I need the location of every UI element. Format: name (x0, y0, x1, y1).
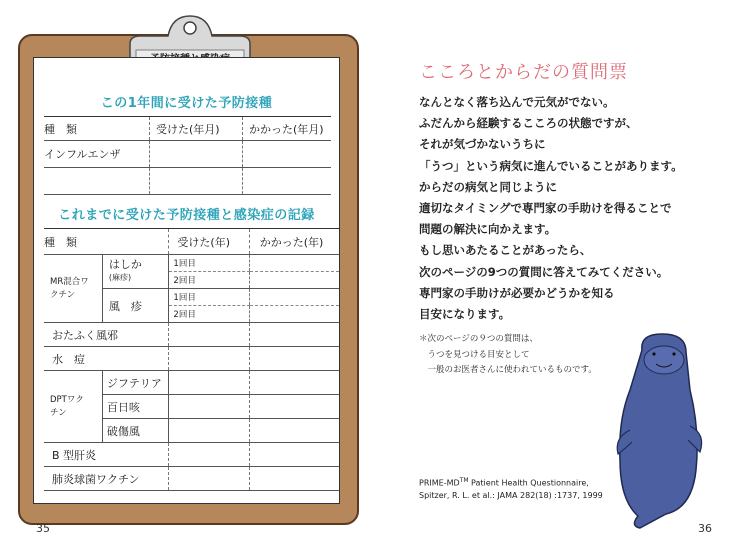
note-line: 一般のお医者さんに使われているものです。 (419, 365, 597, 375)
page-number-right: 36 (698, 522, 712, 535)
note-line: うつを見つける目安として (419, 349, 530, 360)
input-cell[interactable] (249, 306, 339, 323)
body-line: 目安になります。 (419, 307, 511, 322)
body-line: それが気づかないうちに (419, 137, 546, 152)
right-page (375, 0, 750, 553)
input-cell[interactable] (150, 141, 243, 168)
diphtheria-label: ジフテリア (106, 376, 162, 390)
body-line: 適切なタイミングで専門家の手助けを得ることで (419, 201, 672, 216)
recent-vaccine-table (44, 116, 331, 195)
input-cell[interactable] (169, 419, 249, 443)
note-line: ＊次のページの９つの質問は、 (419, 334, 538, 344)
body-line: 「うつ」という病気に進んでいることがあります。 (419, 158, 683, 173)
body-line: なんとなく落ち込んで元気がでない。 (419, 95, 615, 109)
input-cell[interactable] (169, 347, 249, 371)
citation-suffix: Patient Health Questionnaire, (468, 478, 589, 488)
header-infected: かかった(年月) (249, 122, 324, 136)
body-line: 専門家の手助けが必要かどうかを知る (419, 285, 615, 300)
citation-line2: Spitzer, R. L. et al.: JAMA 282(18) :1737, 1999 (419, 490, 603, 500)
manatee-illustration (600, 330, 720, 530)
body-line: 次のページの9つの質問に答えてみてください。 (419, 264, 669, 279)
input-cell[interactable] (169, 323, 249, 347)
measles-sub-label: (麻疹) (108, 273, 132, 282)
page-title: こころとからだの質問票 (419, 62, 628, 83)
input-cell[interactable] (249, 419, 339, 443)
section2-title: これまでに受けた予防接種と感染症の記録 (58, 208, 315, 223)
input-cell[interactable] (169, 371, 249, 395)
input-cell[interactable] (249, 395, 339, 419)
hepb-label: B 型肝炎 (52, 448, 97, 462)
mumps-label: おたふく風邪 (52, 328, 118, 342)
dpt-group-label: DPTワクチン (50, 394, 84, 418)
page-number-left: 35 (36, 522, 50, 535)
input-cell[interactable] (249, 467, 339, 491)
header-infected: かかった(年) (259, 235, 324, 249)
chickenpox-label: 水 痘 (52, 352, 85, 366)
input-cell[interactable] (249, 323, 339, 347)
measles-label: はしか (108, 258, 142, 271)
input-cell[interactable] (150, 168, 243, 195)
input-cell[interactable] (249, 347, 339, 371)
input-cell[interactable] (243, 168, 332, 195)
input-cell[interactable] (249, 255, 339, 272)
section1-title: この1年間に受けた予防接種 (100, 96, 273, 111)
header-received: 受けた(年) (177, 235, 231, 249)
body-line: もし思いあたることがあったら、 (419, 243, 592, 258)
input-cell[interactable] (243, 141, 332, 168)
footnote (419, 332, 597, 379)
body-line: からだの病気と同じように (419, 179, 557, 194)
input-cell[interactable] (249, 443, 339, 467)
body-line: ふだんから経験するこころの状態ですが、 (419, 116, 638, 131)
citation-tm: TM (459, 477, 469, 484)
citation-prefix: PRIME-MD (419, 478, 460, 488)
dose-2-label: 2回目 (173, 276, 196, 286)
header-type: 種 類 (44, 235, 77, 249)
vaccine-history-table (44, 228, 339, 491)
mr-group-label: MR混合ワクチン (50, 276, 89, 300)
input-cell[interactable] (249, 272, 339, 289)
pneumo-label: 肺炎球菌ワクチン (52, 472, 140, 486)
row-influenza: インフルエンザ (44, 148, 121, 161)
tetanus-label: 破傷風 (106, 424, 140, 438)
form-paper (33, 57, 340, 504)
body-line: 問題の解決に向かえます。 (419, 222, 557, 237)
dose-1-label: 1回目 (173, 259, 196, 269)
input-cell[interactable] (249, 289, 339, 306)
rubella-label: 風 疹 (108, 299, 142, 313)
input-cell[interactable] (169, 443, 249, 467)
citation (419, 475, 603, 502)
body-text (419, 92, 739, 325)
dose-1-label: 1回目 (173, 293, 196, 303)
pertussis-label: 百日咳 (106, 400, 140, 414)
input-cell[interactable] (249, 371, 339, 395)
dose-2-label: 2回目 (173, 310, 196, 320)
header-received: 受けた(年月) (156, 122, 220, 136)
input-cell[interactable] (169, 395, 249, 419)
input-cell[interactable] (169, 467, 249, 491)
header-type: 種 類 (44, 122, 77, 136)
